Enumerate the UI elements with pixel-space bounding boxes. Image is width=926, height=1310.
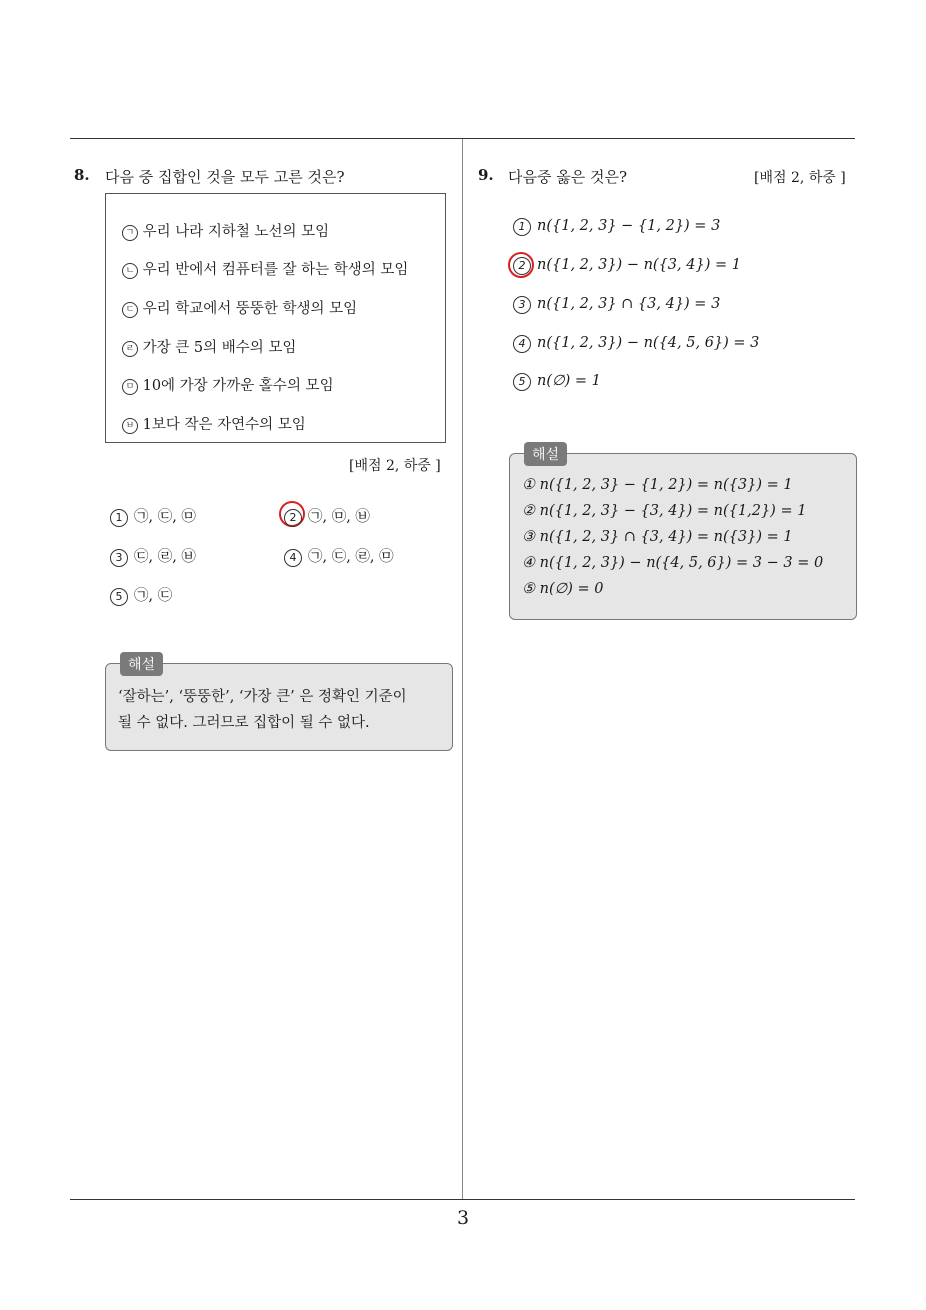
q9-text: 다음중 옳은 것은? [508,168,628,186]
circled-mark: ㅂ [122,418,138,434]
q8-meta: [배점 2, 하중 ] [349,458,441,474]
choice-number: 1 [513,218,531,236]
choice-number: 4 [513,335,531,353]
q9-choice-5[interactable] [513,373,601,391]
q8-solution-box [105,657,453,751]
choice-text: ㉠, ㉢ [134,588,173,604]
condition-text: 1보다 작은 자연수의 모임 [142,417,306,433]
q8-condition [122,336,296,357]
solution-line: ④ n({1, 2, 3}) − n({4, 5, 6}) = 3 − 3 = 0 [522,555,824,571]
circled-mark: ㄹ [122,341,138,357]
choice-number: 1 [110,509,128,527]
choice-number: 5 [513,373,531,391]
q9-solution-box [509,447,857,620]
q8-text: 다음 중 집합인 것을 모두 고른 것은? [105,168,345,186]
choice-text: n({1, 2, 3} ∩ {3, 4}) = 3 [537,296,721,312]
choice-text: ㉠, ㉤, ㉥ [308,509,370,525]
q8-choice-2[interactable] [284,505,370,527]
solution-line: 될 수 없다. 그러므로 집합이 될 수 없다. [118,715,370,731]
circled-mark: ㄷ [122,302,138,318]
condition-text: 가장 큰 5의 배수의 모임 [142,340,297,356]
q8-condition [122,374,334,395]
circled-mark: ㅁ [122,379,138,395]
condition-text: 10에 가장 가까운 홀수의 모임 [142,378,334,394]
q9-choice-1[interactable] [513,218,720,236]
solution-label: 해설 [120,652,163,676]
solution-line: ② n({1, 2, 3} − {3, 4}) = n({1,2}) = 1 [522,503,807,519]
q8-choice-4[interactable] [284,545,394,567]
choice-number: 5 [110,588,128,606]
choice-text: n(∅) = 1 [537,373,601,389]
q8-choice-1[interactable] [110,505,196,527]
choice-text: n({1, 2, 3} − {1, 2}) = 3 [537,218,721,234]
q9-choice-3[interactable] [513,296,720,314]
q8-choice-3[interactable] [110,545,196,567]
solution-line: ③ n({1, 2, 3} ∩ {3, 4}) = n({3}) = 1 [522,529,793,545]
page-number: 3 [456,1207,470,1229]
q8-choice-5[interactable] [110,584,172,606]
q8-condition [122,220,329,241]
q8-condition [122,413,306,434]
condition-text: 우리 나라 지하철 노선의 모임 [142,224,330,240]
condition-text: 우리 반에서 컴퓨터를 잘 하는 학생의 모임 [142,262,409,278]
choice-number: 2 [513,257,531,275]
choice-text: ㉠, ㉢, ㉣, ㉤ [308,549,394,565]
q9-number: 9. [478,166,494,184]
circled-mark: ㄱ [122,225,138,241]
solution-line: ‘잘하는’, ‘뚱뚱한’, ‘가장 큰’ 은 정확인 기준이 [118,689,407,705]
column-divider [462,139,463,1200]
q9-meta: [배점 2, 하중 ] [754,170,846,186]
solution-line: ⑤ n(∅) = 0 [522,581,604,597]
choice-text: ㉠, ㉢, ㉤ [134,509,196,525]
choice-number: 2 [284,509,302,527]
choice-number: 4 [284,549,302,567]
q9-choice-4[interactable] [513,335,759,353]
choice-text: n({1, 2, 3}) − n({3, 4}) = 1 [537,257,741,273]
q8-conditions-box [105,193,446,443]
bottom-rule [70,1199,855,1200]
choice-number: 3 [110,549,128,567]
q9-choice-2[interactable] [513,257,741,275]
solution-label: 해설 [524,442,567,466]
solution-line: ① n({1, 2, 3} − {1, 2}) = n({3}) = 1 [522,477,793,493]
circled-mark: ㄴ [122,263,138,279]
condition-text: 우리 학교에서 뚱뚱한 학생의 모임 [142,301,358,317]
q8-number: 8. [74,166,90,184]
choice-number: 3 [513,296,531,314]
choice-text: ㉢, ㉣, ㉥ [134,549,196,565]
choice-text: n({1, 2, 3}) − n({4, 5, 6}) = 3 [537,335,760,351]
q8-condition [122,258,408,279]
q8-condition [122,297,357,318]
